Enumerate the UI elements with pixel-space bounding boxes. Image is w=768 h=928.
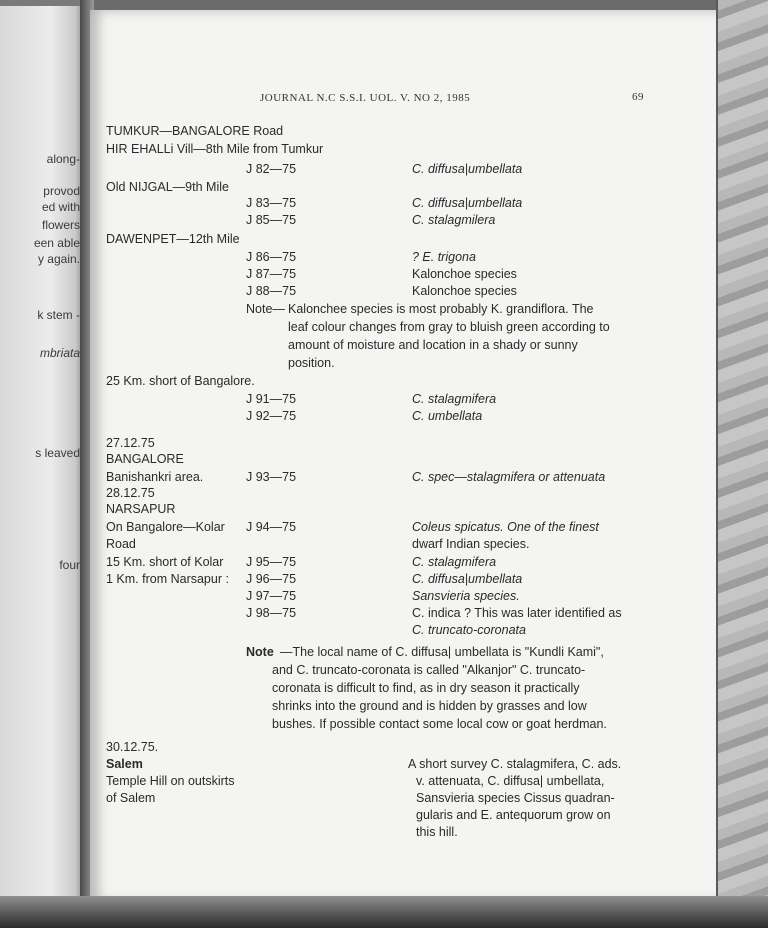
record-species: Kalonchoe species [412,284,517,298]
record-id: J 85—75 [246,213,297,227]
record-id: J 86—75 [246,250,297,264]
record-id: J 94—75 [246,520,297,534]
record-species: Coleus spicatus. One of the finest [412,520,599,534]
locality: Road [106,537,136,551]
record-species: C. spec—stalagmifera or attenuata [412,470,606,484]
locality: 15 Km. short of Kolar [106,555,224,569]
left-page-fragment: provod [43,184,80,198]
locality: On Bangalore—Kolar [106,520,225,534]
survey-line: gularis and E. antequorum grow on [416,808,611,822]
page-number: 69 [632,91,644,103]
record-id: J 93—75 [246,470,297,484]
scan-edge-bottom [0,896,768,928]
note-line: leaf colour changes from gray to bluish green according to [288,320,610,334]
record-id: J 83—75 [246,196,297,210]
record-species: Sansvieria species. [412,589,520,603]
record-species: ? E. trigona [412,250,476,264]
section-heading: Salem [106,757,143,771]
record-id: J 88—75 [246,284,297,298]
survey-line: this hill. [416,825,458,839]
record-species: Kalonchoe species [412,267,517,281]
left-page-fragment: along- [46,152,80,166]
locality: of Salem [106,791,156,805]
locality: 1 Km. from Narsapur : [106,572,229,586]
left-page-fragment: mbriata [39,346,80,360]
decorative-cover [718,0,768,928]
locality: DAWENPET—12th Mile [106,232,240,246]
note-label: Note [246,645,274,659]
survey-line: A short survey C. stalagmifera, C. ads. [408,757,622,771]
record-continuation: C. truncato-coronata [412,623,526,637]
record-id: J 96—75 [246,572,297,586]
locality: Old NIJGAL—9th Mile [106,180,229,194]
left-page-edge [0,6,84,906]
locality: Banishankri area. [106,470,204,484]
survey-line: v. attenuata, C. diffusa| umbellata, [416,774,605,788]
left-page-fragment: flowers [41,218,80,232]
locality: 25 Km. short of Bangalore. [106,374,255,388]
note-line: bushes. If possible contact some local cow or goat herdman. [272,717,607,731]
left-page-fragment: y again. [37,252,80,266]
left-page-fragment: een able [33,236,80,250]
left-page-fragment: ed with [41,200,80,214]
note-label: Note— [246,302,285,316]
record-species: C. umbellata [412,409,483,423]
record-species: C. diffusa|umbellata [412,162,523,176]
left-page-fragment: s leaved [35,446,80,460]
note-line: and C. truncato-coronata is called "Alkanjor" C. truncato- [272,663,586,677]
note-line: Kalonchee species is most probably K. grandiflora. The [288,302,594,316]
record-id: J 87—75 [246,267,297,281]
record-species: C. indica ? This was later identified as [412,606,622,620]
section-heading: TUMKUR—BANGALORE Road [106,124,284,138]
note-line: shrinks into the ground and is hidden by grasses and low [272,699,587,713]
record-id: J 98—75 [246,606,297,620]
date: 28.12.75 [106,486,155,500]
record-id: J 95—75 [246,555,297,569]
record-species: C. diffusa|umbellata [412,572,523,586]
note-line: position. [288,356,335,370]
date: 27.12.75 [106,436,155,450]
note-line: amount of moisture and location in a shady or sunny [288,338,578,352]
record-id: J 97—75 [246,589,297,603]
running-header: JOURNAL N.C S.S.I. UOL. V. NO 2, 1985 [260,92,471,104]
record-id: J 92—75 [246,409,297,423]
record-continuation: dwarf Indian species. [412,537,530,551]
record-species: C. diffusa|umbellata [412,196,523,210]
survey-line: Sansvieria species Cissus quadran- [416,791,615,805]
left-page-fragment: four [59,558,80,572]
record-species: C. stalagmifera [412,555,497,569]
record-species: C. stalagmilera [412,213,496,227]
note-line: —The local name of C. diffusa| umbellata is "Kundli Kami", [280,645,604,659]
date: 30.12.75. [106,740,159,754]
record-species: C. stalagmifera [412,392,497,406]
left-page-fragment: k stem - [37,308,80,322]
section-heading: NARSAPUR [106,502,176,516]
locality: Temple Hill on outskirts [106,774,235,788]
record-id: J 82—75 [246,162,297,176]
locality: HIR EHALLi Vill—8th Mile from Tumkur [106,142,324,156]
record-id: J 91—75 [246,392,297,406]
note-line: coronata is difficult to find, as in dry season it practically [272,681,580,695]
section-heading: BANGALORE [106,452,184,466]
